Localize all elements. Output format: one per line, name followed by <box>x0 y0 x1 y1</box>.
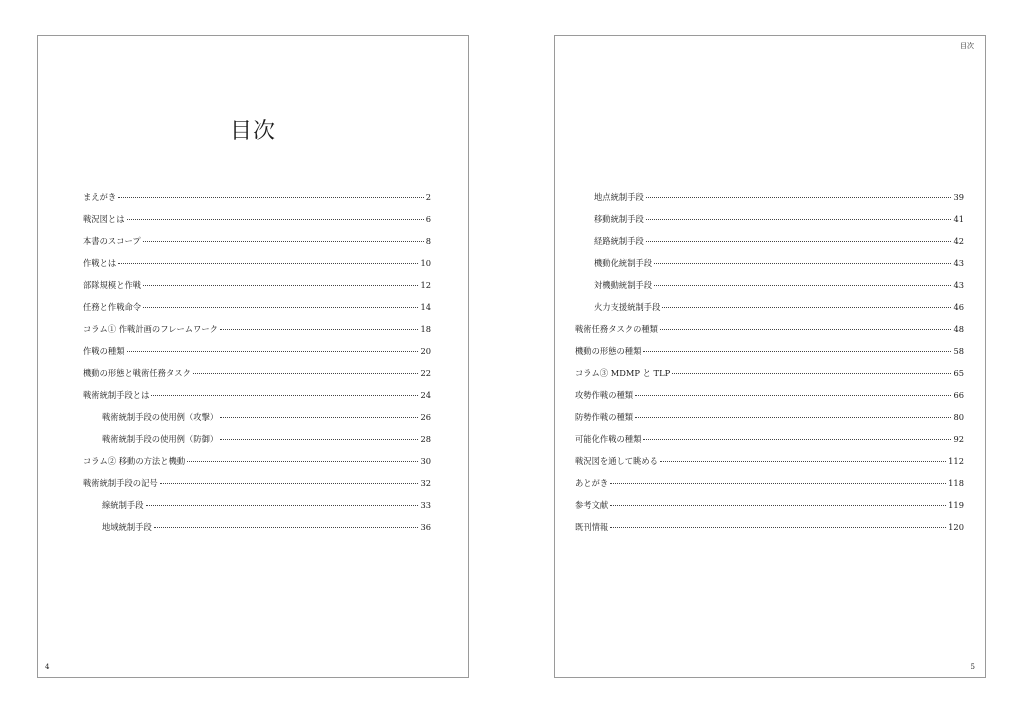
toc-entry-page: 46 <box>953 302 964 312</box>
toc-entry-page: 119 <box>948 500 964 510</box>
toc-entry-page: 32 <box>420 478 431 488</box>
toc-list-left <box>83 191 431 543</box>
dot-leader <box>118 197 424 198</box>
toc-entry-title: 部隊規模と作戦 <box>83 280 142 290</box>
toc-entry-title: 任務と作戦命令 <box>83 302 142 312</box>
dot-leader <box>146 505 419 506</box>
running-header: 目次 <box>960 42 974 50</box>
page-number-left: 4 <box>45 663 50 671</box>
toc-entry[interactable] <box>83 279 431 301</box>
toc-entry[interactable] <box>575 301 964 323</box>
page-number-right: 5 <box>970 663 975 671</box>
toc-entry[interactable] <box>575 455 964 477</box>
toc-entry-page: 28 <box>420 434 431 444</box>
toc-entry-page: 120 <box>948 522 964 532</box>
toc-entry[interactable] <box>83 213 431 235</box>
toc-entry-title: 作戦とは <box>83 258 117 268</box>
dot-leader <box>635 417 951 418</box>
toc-entry-page: 18 <box>420 324 431 334</box>
toc-entry[interactable] <box>575 499 964 521</box>
right-page <box>554 35 986 678</box>
toc-entry[interactable] <box>575 235 964 257</box>
toc-entry-page: 118 <box>948 478 964 488</box>
toc-entry-title: コラム② 移動の方法と機動 <box>83 456 186 466</box>
toc-entry-page: 24 <box>420 390 431 400</box>
toc-entry-page: 39 <box>953 192 964 202</box>
toc-entry-title: 経路統制手段 <box>594 236 644 246</box>
toc-entry-title: 戦況図を通して眺める <box>575 456 658 466</box>
dot-leader <box>646 241 952 242</box>
toc-entry-page: 65 <box>953 368 964 378</box>
toc-entry-page: 33 <box>420 500 431 510</box>
toc-entry-title: 地点統制手段 <box>594 192 644 202</box>
toc-entry-title: 機動の形態の種類 <box>575 346 642 356</box>
toc-entry[interactable] <box>83 433 431 455</box>
dot-leader <box>127 351 419 352</box>
toc-entry-page: 10 <box>420 258 431 268</box>
toc-entry[interactable] <box>83 235 431 257</box>
toc-entry[interactable] <box>575 411 964 433</box>
toc-entry-title: 戦術統制手段の使用例（攻撃） <box>102 412 219 422</box>
dot-leader <box>220 417 418 418</box>
toc-entry[interactable] <box>575 323 964 345</box>
toc-entry[interactable] <box>575 213 964 235</box>
dot-leader <box>672 373 951 374</box>
dot-leader <box>193 373 419 374</box>
toc-entry-title: 移動統制手段 <box>594 214 644 224</box>
toc-entry[interactable] <box>83 257 431 279</box>
toc-entry-title: 機動の形態と戦術任務タスク <box>83 368 191 378</box>
dot-leader <box>646 219 952 220</box>
toc-entry-title: 作戦の種類 <box>83 346 125 356</box>
toc-entry-title: 戦況図とは <box>83 214 125 224</box>
dot-leader <box>143 307 418 308</box>
toc-entry-title: 機動化統制手段 <box>594 258 653 268</box>
toc-entry-title: 戦術任務タスクの種類 <box>575 324 658 334</box>
toc-entry-page: 2 <box>425 192 431 202</box>
toc-entry-title: 戦術統制手段の記号 <box>83 478 158 488</box>
dot-leader <box>654 263 951 264</box>
toc-entry-page: 8 <box>425 236 431 246</box>
dot-leader <box>643 351 951 352</box>
toc-entry-page: 36 <box>420 522 431 532</box>
dot-leader <box>635 395 951 396</box>
toc-entry-page: 6 <box>425 214 431 224</box>
dot-leader <box>143 241 424 242</box>
toc-entry-title: 可能化作戦の種類 <box>575 434 642 444</box>
toc-entry-page: 30 <box>420 456 431 466</box>
dot-leader <box>220 329 418 330</box>
toc-entry[interactable] <box>575 279 964 301</box>
toc-list-right <box>575 191 964 543</box>
dot-leader <box>220 439 418 440</box>
toc-entry-title: 火力支援統制手段 <box>594 302 661 312</box>
toc-entry[interactable] <box>575 477 964 499</box>
dot-leader <box>660 461 946 462</box>
toc-entry[interactable] <box>83 455 431 477</box>
toc-entry-page: 42 <box>953 236 964 246</box>
toc-entry-title: 防勢作戦の種類 <box>575 412 634 422</box>
toc-entry-page: 66 <box>953 390 964 400</box>
toc-entry-title: 地域統制手段 <box>102 522 152 532</box>
toc-entry[interactable] <box>575 191 964 213</box>
toc-title: 目次 <box>229 119 276 144</box>
dot-leader <box>187 461 418 462</box>
toc-entry[interactable] <box>83 367 431 389</box>
toc-entry-title: 線統制手段 <box>102 500 144 510</box>
toc-entry[interactable] <box>83 389 431 411</box>
dot-leader <box>154 527 419 528</box>
toc-entry[interactable] <box>575 345 964 367</box>
dot-leader <box>610 483 946 484</box>
toc-entry-title: 参考文献 <box>575 500 609 510</box>
toc-entry[interactable] <box>83 301 431 323</box>
toc-entry-page: 80 <box>953 412 964 422</box>
toc-entry-title: コラム① 作戦計画のフレームワーク <box>83 324 218 334</box>
toc-entry[interactable] <box>575 389 964 411</box>
toc-entry[interactable] <box>83 323 431 345</box>
toc-entry[interactable] <box>575 521 964 543</box>
dot-leader <box>143 285 418 286</box>
toc-entry-page: 112 <box>948 456 964 466</box>
dot-leader <box>660 329 951 330</box>
toc-entry[interactable] <box>83 477 431 499</box>
dot-leader <box>160 483 419 484</box>
toc-entry-page: 48 <box>953 324 964 334</box>
dot-leader <box>610 505 946 506</box>
toc-entry-title: コラム③ MDMP と TLP <box>575 368 671 378</box>
toc-entry-page: 43 <box>953 258 964 268</box>
toc-entry-title: 対機動統制手段 <box>594 280 653 290</box>
dot-leader <box>654 285 951 286</box>
dot-leader <box>610 527 946 528</box>
left-page <box>37 35 469 678</box>
toc-entry-page: 26 <box>420 412 431 422</box>
toc-entry-page: 43 <box>953 280 964 290</box>
dot-leader <box>662 307 951 308</box>
toc-entry-title: まえがき <box>83 192 117 202</box>
toc-entry[interactable] <box>83 191 431 213</box>
toc-entry[interactable] <box>83 499 431 521</box>
toc-entry-page: 20 <box>420 346 431 356</box>
toc-entry-page: 41 <box>953 214 964 224</box>
toc-entry-title: 戦術統制手段の使用例（防御） <box>102 434 219 444</box>
toc-entry[interactable] <box>83 411 431 433</box>
toc-entry[interactable] <box>83 345 431 367</box>
toc-entry-title: 攻勢作戦の種類 <box>575 390 634 400</box>
toc-entry-page: 12 <box>420 280 431 290</box>
toc-entry[interactable] <box>575 257 964 279</box>
toc-entry[interactable] <box>575 433 964 455</box>
toc-entry-page: 92 <box>953 434 964 444</box>
toc-entry-page: 14 <box>420 302 431 312</box>
toc-entry-title: 本書のスコープ <box>83 236 141 246</box>
dot-leader <box>646 197 952 198</box>
toc-entry-title: 戦術統制手段とは <box>83 390 150 400</box>
toc-entry-title: 既刊情報 <box>575 522 609 532</box>
dot-leader <box>118 263 418 264</box>
toc-entry-title: あとがき <box>575 478 609 488</box>
dot-leader <box>643 439 951 440</box>
toc-entry-page: 22 <box>420 368 431 378</box>
dot-leader <box>127 219 424 220</box>
toc-entry[interactable] <box>83 521 431 543</box>
toc-entry-page: 58 <box>953 346 964 356</box>
dot-leader <box>151 395 418 396</box>
toc-entry[interactable] <box>575 367 964 389</box>
